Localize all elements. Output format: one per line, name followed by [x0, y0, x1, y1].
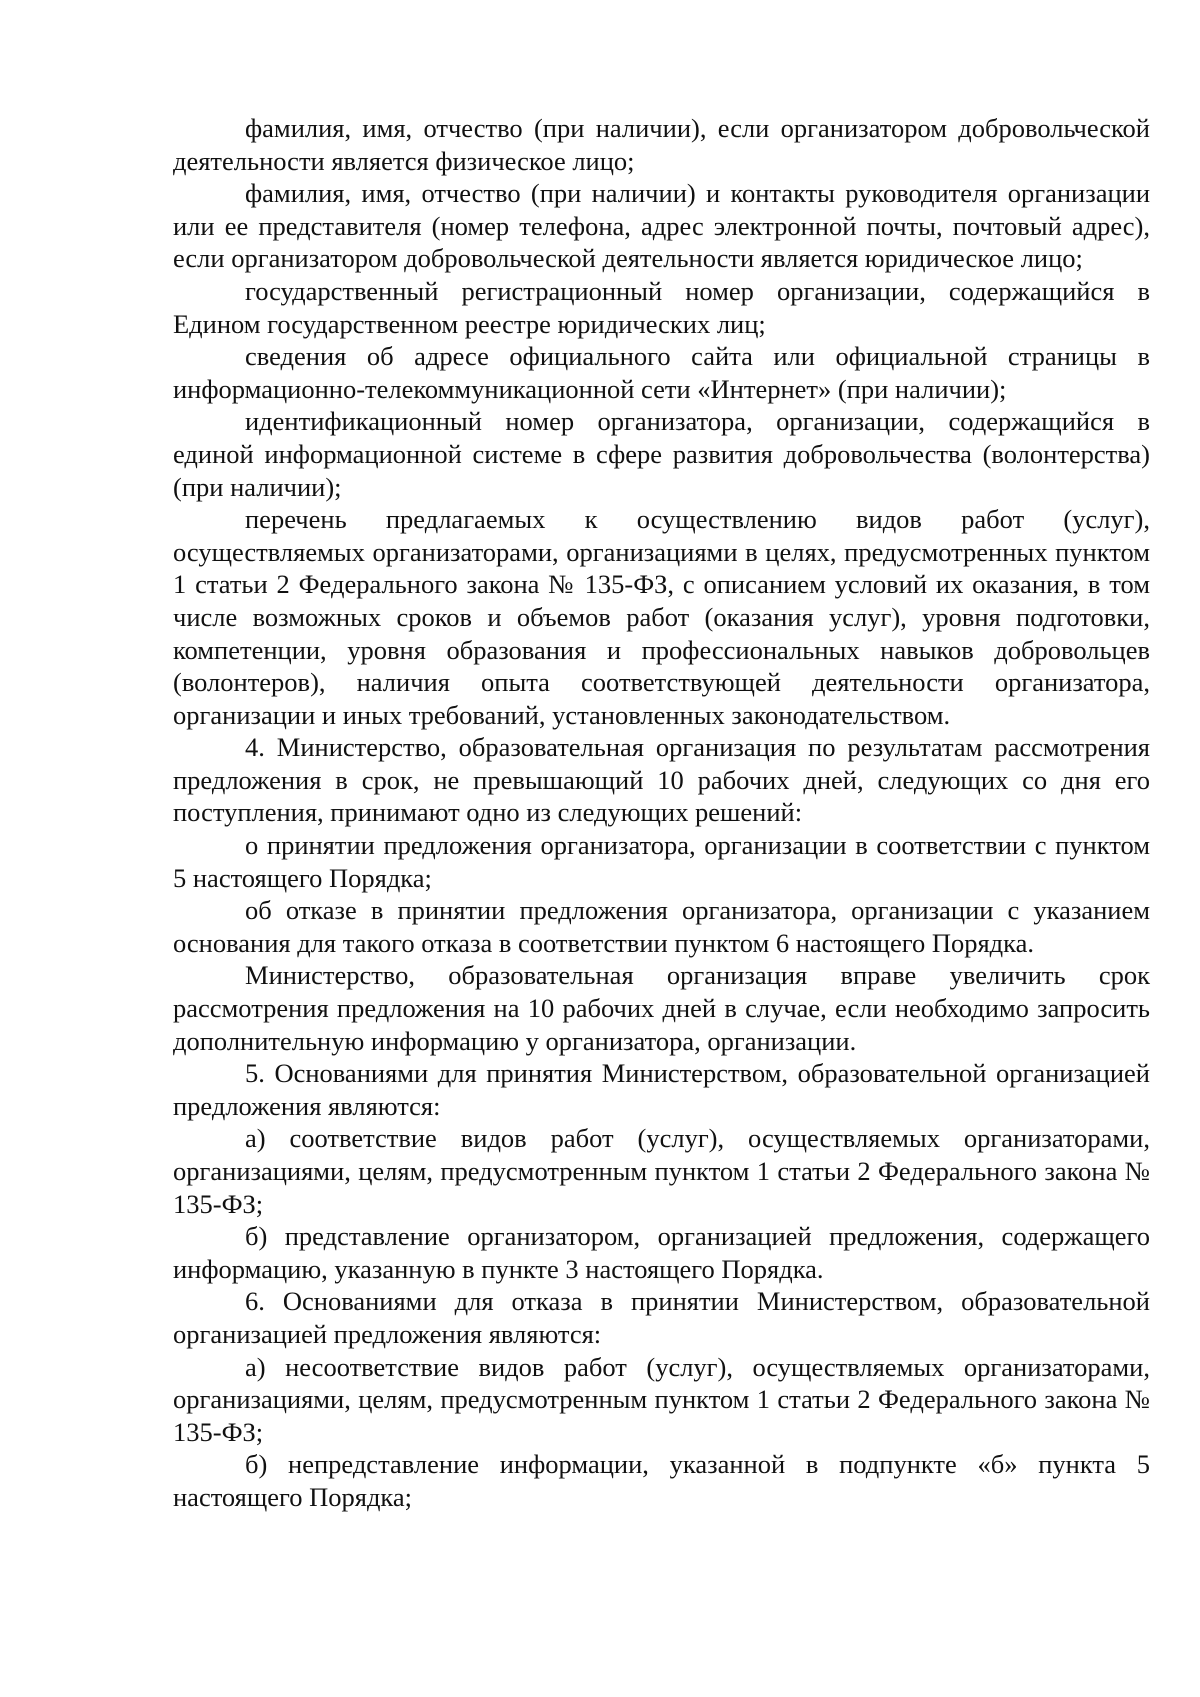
paragraph-identification-number: идентификационный номер организатора, организации, содержащийся в единой информационной системе в сфере развития добровольчества (волонтерства) (при наличии); [173, 406, 1150, 502]
paragraph-section-4: 4. Министерство, образовательная организация по результатам рассмотрения предложения в срок, не превышающий 10 рабочих дней, следующих со дня его поступления, принимают одно из следующих решений: [173, 732, 1150, 828]
paragraph-section-6-b: б) непредставление информации, указанной в подпункте «б» пункта 5 настоящего Порядка; [173, 1449, 1150, 1512]
paragraph-website-info: сведения об адресе официального сайта или официальной страницы в информационно-телекоммуникационной сети «Интернет» (при наличии); [173, 341, 1150, 404]
paragraph-organizer-contacts-legal-entity: фамилия, имя, отчество (при наличии) и контакты руководителя организации или ее представителя (номер телефона, адрес электронной почты, почтовый адрес), если организатором добровольческой деятельности является юридическое лицо; [173, 178, 1150, 274]
paragraph-section-6-a: а) несоответствие видов работ (услуг), осуществляемых организаторами, организациями, целям, предусмотренным пунктом 1 статьи 2 Федерального закона № 135-ФЗ; [173, 1351, 1150, 1447]
paragraph-section-6: 6. Основаниями для отказа в принятии Министерством, образовательной организацией предложения являются: [173, 1286, 1150, 1349]
document-page [173, 112, 1150, 1514]
paragraph-section-5-b: б) представление организатором, организацией предложения, содержащего информацию, указанную в пункте 3 настоящего Порядка. [173, 1221, 1150, 1284]
paragraph-registration-number: государственный регистрационный номер организации, содержащийся в Едином государственном реестре юридических лиц; [173, 275, 1150, 339]
paragraph-section-5: 5. Основаниями для принятия Министерством, образовательной организацией предложения являются: [173, 1058, 1150, 1121]
paragraph-organizer-name-individual: фамилия, имя, отчество (при наличии), если организатором добровольческой деятельности является физическое лицо; [173, 113, 1150, 176]
paragraph-decision-accept: о принятии предложения организатора, организации в соответствии с пунктом 5 настоящего Порядка; [173, 830, 1150, 893]
paragraph-term-extension: Министерство, образовательная организация вправе увеличить срок рассмотрения предложения на 10 рабочих дней в случае, если необходимо запросить дополнительную информацию у организатора, организации. [173, 960, 1150, 1056]
paragraph-section-5-a: а) соответствие видов работ (услуг), осуществляемых организаторами, организациями, целям, предусмотренным пунктом 1 статьи 2 Федерального закона № 135-ФЗ; [173, 1123, 1150, 1219]
paragraph-decision-reject: об отказе в принятии предложения организатора, организации с указанием основания для такого отказа в соответствии пунктом 6 настоящего Порядка. [173, 895, 1150, 958]
paragraph-list-of-works: перечень предлагаемых к осуществлению видов работ (услуг), осуществляемых организаторами, организациями в целях, предусмотренных пунктом 1 статьи 2 Федерального закона № 135-ФЗ, с описанием условий их оказания, в том числе возможных сроков и объемов работ (оказания услуг), уровня подготовки, компетенции, уровня образования и профессиональных навыков добровольцев (волонтеров), наличия опыта соответствующей деятельности организатора, организации и иных требований, установленных законодательством. [173, 504, 1150, 730]
